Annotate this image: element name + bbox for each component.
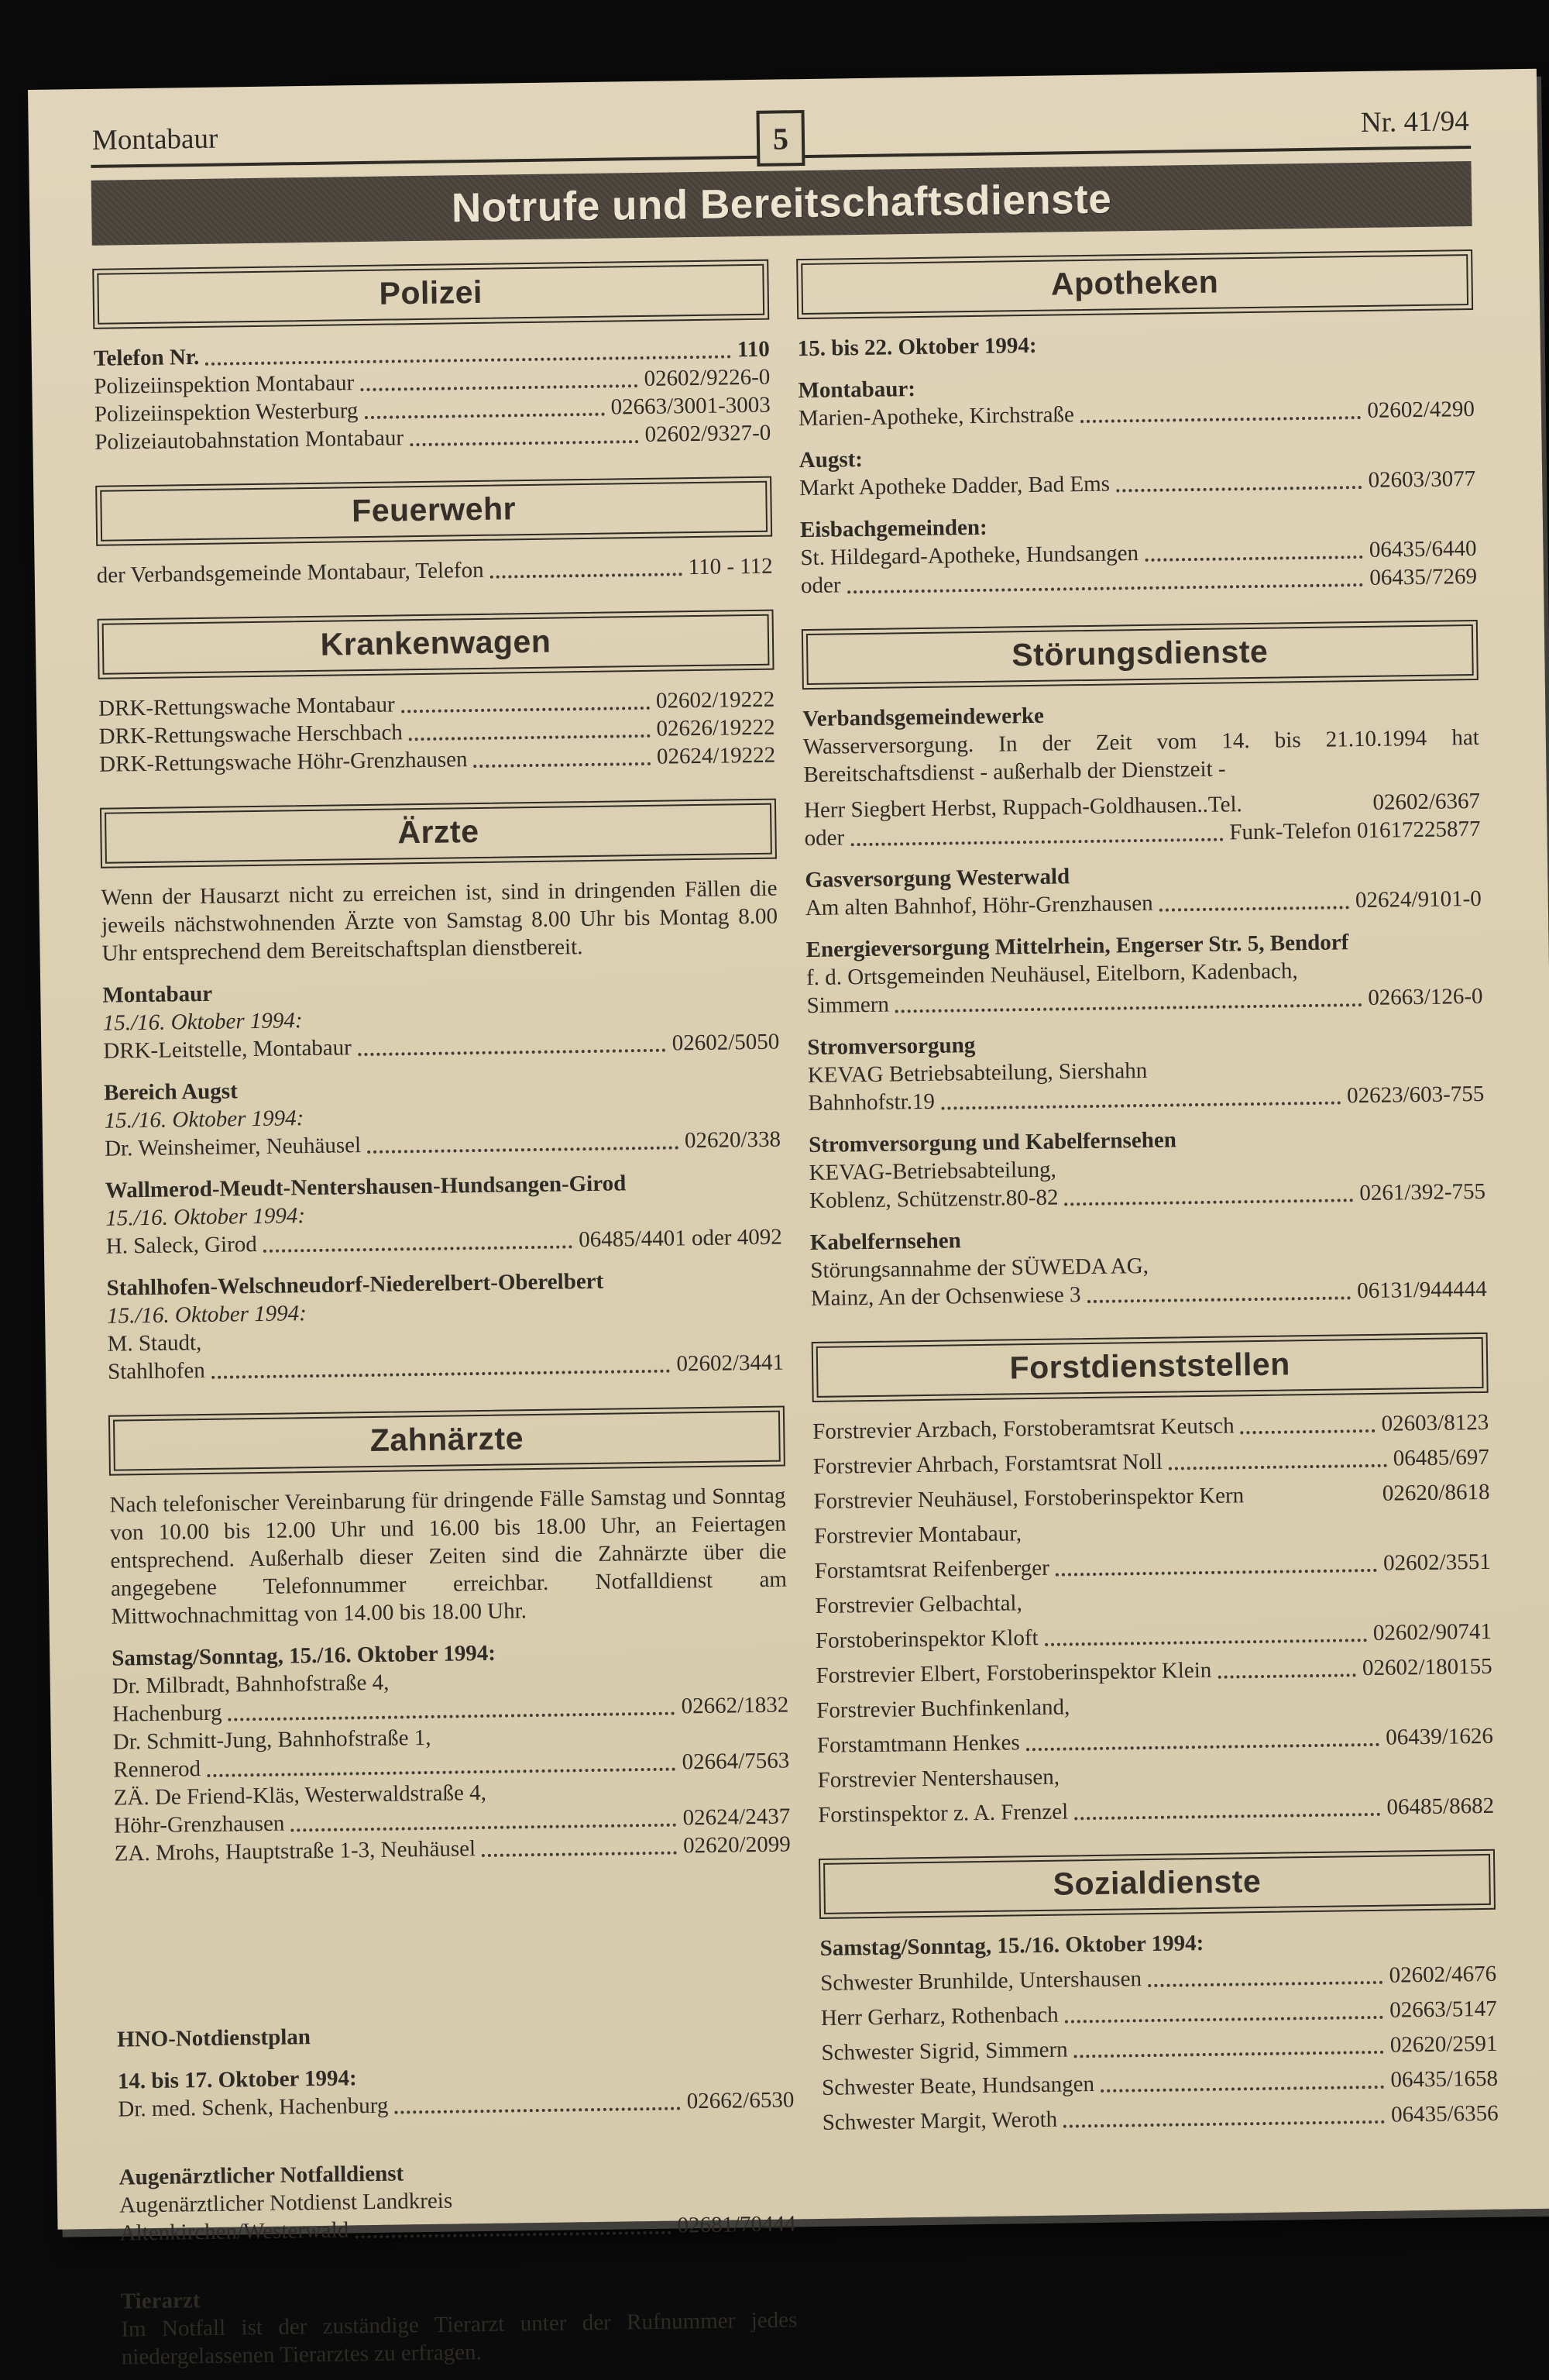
entry-row [821, 2030, 1497, 2067]
section-header-inner [816, 1337, 1484, 1398]
entry-row [822, 2065, 1498, 2102]
page-number: 5 [772, 120, 789, 156]
entry-label: der Verbandsgemeinde Montabaur, Telefon [96, 557, 484, 588]
leader-dots [490, 573, 682, 578]
entry-label: oder [800, 573, 841, 599]
subheading: Tierarzt [120, 2288, 201, 2314]
entry-label: Polizeiautobahnstation Montabaur [94, 425, 404, 455]
entry-value: 02602/9327-0 [644, 420, 771, 447]
entry-value: 02602/9226-0 [644, 364, 771, 391]
entry-value: 06131/944444 [1357, 1276, 1488, 1304]
leader-dots [401, 707, 650, 713]
date-line: 15./16. Oktober 1994: [104, 1106, 304, 1133]
subheading: Stromversorgung und Kabelfernsehen [808, 1127, 1177, 1158]
page-banner [91, 161, 1472, 246]
subheading: 14. bis 17. Oktober 1994: [117, 2065, 357, 2094]
entry-value: 06485/697 [1393, 1444, 1490, 1471]
leader-dots [358, 1049, 666, 1057]
leader-dots [1116, 486, 1362, 492]
section [819, 1849, 1499, 2137]
date-line: 15./16. Oktober 1994: [105, 1203, 306, 1231]
entry-value: 02602/4290 [1367, 396, 1475, 423]
section-header-box [98, 610, 774, 679]
entry-line: f. d. Ortsgemeinden Neuhäusel, Eitelborn, Kadenbach, [805, 958, 1298, 991]
entry-value: 06439/1626 [1386, 1723, 1494, 1750]
entry-label: Forstoberinspektor Kloft [815, 1625, 1039, 1653]
entry-label: Schwester Sigrid, Simmern [821, 2037, 1068, 2065]
leader-dots [1145, 555, 1363, 562]
entry-label: Telefon Nr. [93, 344, 200, 371]
entry-value: 02624/19222 [656, 742, 776, 769]
subheading: Samstag/Sonntag, 15./16. Oktober 1994: [112, 1640, 496, 1671]
section [98, 610, 776, 779]
banner-title: Notrufe und Bereitschaftsdienste [451, 175, 1112, 231]
subheading: Bereich Augst [103, 1078, 238, 1106]
leader-dots [1087, 1296, 1352, 1303]
entry-value: 02664/7563 [682, 1748, 790, 1775]
entry-label: Rennerod [113, 1756, 201, 1783]
section [108, 1406, 791, 1868]
entry-value: 02624/9101-0 [1355, 886, 1482, 913]
section-title: Zahnärzte [369, 1420, 524, 1458]
entry-line: Dr. Milbradt, Bahnhofstraße 4, [112, 1670, 390, 1699]
entry-value: 02602/3441 [676, 1350, 785, 1377]
subheading: HNO-Notdienstplan [116, 2024, 311, 2052]
subheading: Stahlhofen-Welschneudorf-Niederelbert-Oberelbert [106, 1268, 604, 1301]
entry-value: 02662/1832 [681, 1692, 789, 1719]
entry-label: Simmern [806, 992, 890, 1019]
entry-row [820, 1960, 1496, 1997]
entry-value: 02663/5147 [1389, 1996, 1497, 2023]
subheading: Samstag/Sonntag, 15./16. Oktober 1994: [819, 1931, 1204, 1961]
entry-value: 02620/2591 [1389, 2031, 1498, 2058]
entry-row [822, 2100, 1498, 2137]
leader-dots [1148, 1981, 1383, 1987]
entry-line: KEVAG Betriebsabteilung, Siershahn [807, 1058, 1148, 1089]
entry-label: DRK-Rettungswache Herschbach [98, 720, 404, 749]
date-line: 15./16. Oktober 1994: [102, 1008, 303, 1036]
entry-row [818, 1792, 1494, 1829]
entry-row [815, 1548, 1491, 1585]
entry-label: Forstamtsrat Reifenberger [814, 1555, 1050, 1584]
entry-value: 02620/8618 [1382, 1479, 1490, 1506]
entry-value: 02602/180155 [1362, 1653, 1492, 1681]
entry-label: H. Saleck, Girod [105, 1232, 257, 1259]
newsletter-page [28, 69, 1549, 2370]
spacer [115, 1887, 793, 2011]
entry-label: DRK-Leitstelle, Montabaur [103, 1035, 352, 1064]
leader-dots [850, 838, 1223, 847]
entry-row [813, 1478, 1489, 1515]
subheading: Gasversorgung Westerwald [805, 864, 1070, 893]
entry-label: Dr. Weinsheimer, Neuhäusel [104, 1133, 362, 1161]
section-header-inner [105, 803, 772, 864]
entry-value: 06435/6356 [1390, 2100, 1499, 2127]
section-title: Feuerwehr [351, 490, 517, 529]
section [92, 260, 771, 456]
leader-dots [847, 583, 1364, 593]
entry-label: Altenkirchen/Westerwald [119, 2217, 349, 2246]
entry-value: 02602/90741 [1372, 1618, 1492, 1646]
entry-value: 02662/6530 [686, 2087, 795, 2114]
leader-dots [367, 1146, 678, 1154]
date-line: 15./16. Oktober 1994: [106, 1301, 307, 1329]
section [812, 1333, 1495, 1829]
subheading: Energieversorgung Mittelrhein, Engerser Str. 5, Bendorf [805, 930, 1349, 963]
entry-value: 02620/338 [684, 1126, 781, 1154]
leader-dots [394, 2107, 680, 2113]
leader-dots [1065, 1199, 1354, 1205]
entry-label: Dr. med. Schenk, Hachenburg [118, 2093, 389, 2122]
leader-dots [1218, 1673, 1356, 1678]
entry-label: Markt Apotheke Dadder, Bad Ems [799, 471, 1111, 501]
entry-line: Forstrevier Nentershausen, [817, 1764, 1060, 1793]
section-header-box [812, 1333, 1489, 1402]
entry-value: 110 [737, 336, 770, 363]
section [95, 476, 773, 590]
subheading: Kabelfernsehen [809, 1228, 962, 1256]
section-header-box [108, 1406, 785, 1476]
subheading: Augenärztlicher Notfalldienst [118, 2161, 404, 2190]
section-header-box [100, 799, 777, 868]
section [796, 249, 1477, 600]
leader-dots [1074, 1813, 1380, 1821]
section-title: Sozialdienste [1053, 1862, 1262, 1902]
leader-dots [364, 413, 604, 419]
section-header-inner [97, 264, 764, 325]
leader-dots [474, 762, 651, 768]
subheading: Stromversorgung [807, 1033, 976, 1061]
leader-dots [360, 384, 637, 391]
entry-label: Herr Gerharz, Rothenbach [820, 2002, 1059, 2031]
paragraph: Wenn der Hausarzt nicht zu erreichen ist, sind in dringenden Fällen die jeweils nächstwohnenden Ärzte von Samstag 8.00 Uhr bis Montag 8.00 Uhr entsprechend dem Bereitschaftsplan dienstbereit. [101, 875, 778, 966]
entry-value: 0261/392-755 [1359, 1178, 1486, 1206]
paragraph: Im Notfall ist der zuständige Tierarzt unter der Rufnummer jedes niedergelassenen Tierarztes zu erfragen. [121, 2307, 798, 2370]
entry-label: Schwester Margit, Weroth [822, 2107, 1058, 2135]
entry-line: Forstrevier Montabaur, [813, 1521, 1022, 1549]
leader-dots [410, 440, 639, 446]
entry-value: 02620/2099 [682, 1831, 791, 1859]
header-municipality: Montabaur [91, 122, 218, 156]
section-blocks [98, 686, 775, 779]
leader-dots [1065, 2016, 1384, 2024]
entry-value: 02623/603-755 [1346, 1081, 1485, 1109]
subheading: Augst: [799, 446, 864, 473]
section-header-box [796, 249, 1473, 319]
entry-label: DRK-Rettungswache Höhr-Grenzhausen [98, 747, 468, 777]
leader-dots [1026, 1743, 1380, 1751]
entry-label: Schwester Beate, Hundsangen [821, 2072, 1095, 2100]
entry-value: 06485/8682 [1386, 1793, 1495, 1820]
paragraph: Nach telefonischer Vereinbarung für dringende Fälle Samstag und Sonntag von 10.00 bis 12.00 Uhr und 16.00 bis 18.00 Uhr, an Feiertagen entsprechend. Außerhalb dieser Zeiten sind die Zahnärzte über die angegebene Telefonnummer erreichbar. Notfalldienst am Mittwochnachmittag von 14.00 bis 18.00 Uhr. [109, 1483, 788, 1629]
entry-value: 02681/70444 [677, 2211, 796, 2238]
section [100, 799, 784, 1386]
subheading: Montabaur [102, 981, 213, 1008]
entry-label: oder [804, 825, 845, 851]
entry-row [97, 552, 773, 590]
page-header [90, 90, 1471, 168]
entry-row [816, 1618, 1492, 1655]
section-header-box [92, 260, 769, 329]
entry-row [817, 1722, 1493, 1759]
leader-dots [895, 1003, 1362, 1013]
left-column [92, 260, 798, 2379]
section-blocks [115, 1887, 798, 2371]
content-columns [92, 249, 1502, 2379]
section-header-inner [113, 1411, 781, 1471]
subheading: Wallmerod-Meudt-Nentershausen-Hundsangen-Girod [105, 1171, 627, 1203]
section-blocks [94, 335, 771, 456]
section-header-box [802, 620, 1479, 690]
leader-dots [290, 1824, 676, 1832]
entry-label: Forstrevier Arzbach, Forstoberamtsrat Keutsch [812, 1413, 1235, 1445]
entry-value: Funk-Telefon 01617225877 [1229, 816, 1481, 845]
entry-label: DRK-Rettungswache Montabaur [98, 692, 395, 721]
leader-dots [1074, 2051, 1384, 2058]
section-blocks [819, 1925, 1499, 2137]
entry-label: Herr Siegbert Herbst, Ruppach-Goldhausen..Tel. [803, 792, 1242, 824]
entry-row [813, 1443, 1489, 1481]
entry-line: Dr. Schmitt-Jung, Bahnhofstraße 1, [112, 1725, 431, 1755]
header-issue: Nr. 41/94 [1360, 105, 1470, 139]
section-title: Störungsdienste [1011, 633, 1269, 673]
section-title: Ärzte [397, 813, 479, 851]
section-header-inner [100, 481, 768, 542]
leader-dots [1056, 1569, 1377, 1577]
leader-dots [1101, 2086, 1385, 2093]
section [115, 1887, 798, 2371]
entry-line: KEVAG-Betriebsabteilung, [809, 1157, 1057, 1186]
entry-value: 02624/2437 [682, 1804, 791, 1831]
section-title: Forstdienststellen [1009, 1346, 1291, 1386]
right-column [796, 249, 1502, 2369]
section-blocks [798, 325, 1478, 600]
leader-dots [263, 1245, 573, 1253]
leader-dots [211, 1370, 671, 1379]
entry-label: Forstrevier Neuhäusel, Forstoberinspektor Kern [813, 1483, 1245, 1515]
entry-label: ZA. Mrohs, Hauptstraße 1-3, Neuhäusel [114, 1836, 476, 1866]
entry-row [821, 1995, 1497, 2032]
section-title: Apotheken [1050, 263, 1219, 302]
subheading: 15. bis 22. Oktober 1994: [797, 332, 1037, 362]
entry-label: St. Hildegard-Apotheke, Hundsangen [800, 541, 1139, 571]
section-header-inner [801, 254, 1468, 315]
entry-label: Koblenz, Schützenstr.80-82 [809, 1185, 1059, 1214]
entry-value: 06435/7269 [1369, 563, 1478, 590]
section-header-box [819, 1849, 1496, 1919]
section-blocks [802, 696, 1487, 1312]
entry-line: Forstrevier Buchfinkenland, [816, 1694, 1070, 1723]
entry-row [816, 1653, 1492, 1690]
paragraph: Wasserversorgung. In der Zeit vom 14. bis 21.10.1994 hat Bereitschaftsdienst - außerhalb der Dienstzeit - [802, 724, 1480, 788]
entry-row [812, 1408, 1489, 1446]
leader-dots [1169, 1464, 1387, 1470]
entry-value: 02626/19222 [656, 714, 775, 741]
entry-line: ZÄ. De Friend-Kläs, Westerwaldstraße 4, [113, 1780, 487, 1811]
leader-dots [1241, 1429, 1376, 1434]
leader-dots [355, 2231, 671, 2239]
entry-label: Forstrevier Elbert, Forstoberinspektor Klein [816, 1657, 1212, 1688]
leader-dots [1063, 2120, 1385, 2128]
entry-line: Augenärztlicher Notdienst Landkreis [118, 2188, 453, 2218]
entry-label: Forstamtmann Henkes [816, 1730, 1020, 1758]
leader-dots [409, 734, 651, 741]
leader-dots [1159, 906, 1350, 911]
subheading: Verbandsgemeindewerke [802, 703, 1045, 732]
entry-label: Bahnhofstr.19 [808, 1089, 936, 1116]
section-header-inner [102, 614, 770, 675]
leader-space [1250, 1501, 1376, 1502]
page-number-box [756, 110, 805, 167]
section-title: Polizei [379, 273, 483, 311]
section-header-box [95, 476, 772, 546]
leader-dots [228, 1712, 675, 1721]
section [802, 620, 1487, 1312]
leader-dots [207, 1768, 676, 1777]
entry-value: 02663/126-0 [1368, 983, 1483, 1010]
entry-line: M. Staudt, [107, 1330, 202, 1357]
section-blocks [101, 875, 784, 1386]
entry-label: Hachenburg [112, 1700, 222, 1727]
entry-value: 06435/6440 [1369, 535, 1477, 562]
entry-value: 110 - 112 [688, 553, 773, 580]
section-blocks [812, 1408, 1494, 1829]
leader-dots [482, 1852, 677, 1858]
subheading: Eisbachgemeinden: [799, 514, 987, 543]
entry-value: 02602/6367 [1372, 788, 1481, 815]
section-blocks [109, 1482, 791, 1868]
entry-value: 02602/4676 [1389, 1961, 1497, 1988]
entry-label: Polizeiinspektion Westerburg [94, 398, 359, 427]
subheading: Montabaur: [798, 377, 916, 404]
section-blocks [97, 552, 773, 590]
leader-dots [1045, 1639, 1367, 1646]
entry-label: Stahlhofen [107, 1357, 205, 1384]
leader-dots [1080, 416, 1362, 423]
section-header-inner [823, 1854, 1491, 1914]
entry-label: Forstinspektor z. A. Frenzel [817, 1799, 1069, 1828]
entry-line: Forstrevier Gelbachtal, [815, 1591, 1022, 1618]
leader-space [1248, 810, 1367, 811]
entry-label: Am alten Bahnhof, Höhr-Grenzhausen [805, 890, 1153, 921]
entry-label: Schwester Brunhilde, Untershausen [819, 1966, 1142, 1996]
entry-label: Forstrevier Ahrbach, Forstamtsrat Noll [812, 1449, 1163, 1480]
entry-value: 02602/5050 [671, 1029, 780, 1056]
section-title: Krankenwagen [320, 623, 551, 662]
entry-label: Höhr-Grenzhausen [114, 1811, 285, 1838]
leader-dots [941, 1101, 1341, 1109]
entry-value: 06435/1658 [1390, 2065, 1499, 2093]
entry-value: 02603/8123 [1381, 1409, 1489, 1436]
section-header-inner [806, 624, 1474, 685]
entry-value: 02663/3001-3003 [610, 392, 771, 420]
entry-value: 02602/3551 [1382, 1549, 1491, 1576]
entry-value: 02603/3077 [1368, 466, 1476, 493]
entry-value: 06485/4401 oder 4092 [578, 1224, 782, 1253]
entry-label: Mainz, An der Ochsenwiese 3 [810, 1282, 1081, 1312]
entry-line: Störungsannahme der SÜWEDA AG, [810, 1253, 1149, 1284]
entry-value: 02602/19222 [655, 686, 775, 714]
entry-label: Marien-Apotheke, Kirchstraße [798, 402, 1075, 432]
entry-label: Polizeiinspektion Montabaur [94, 370, 355, 399]
